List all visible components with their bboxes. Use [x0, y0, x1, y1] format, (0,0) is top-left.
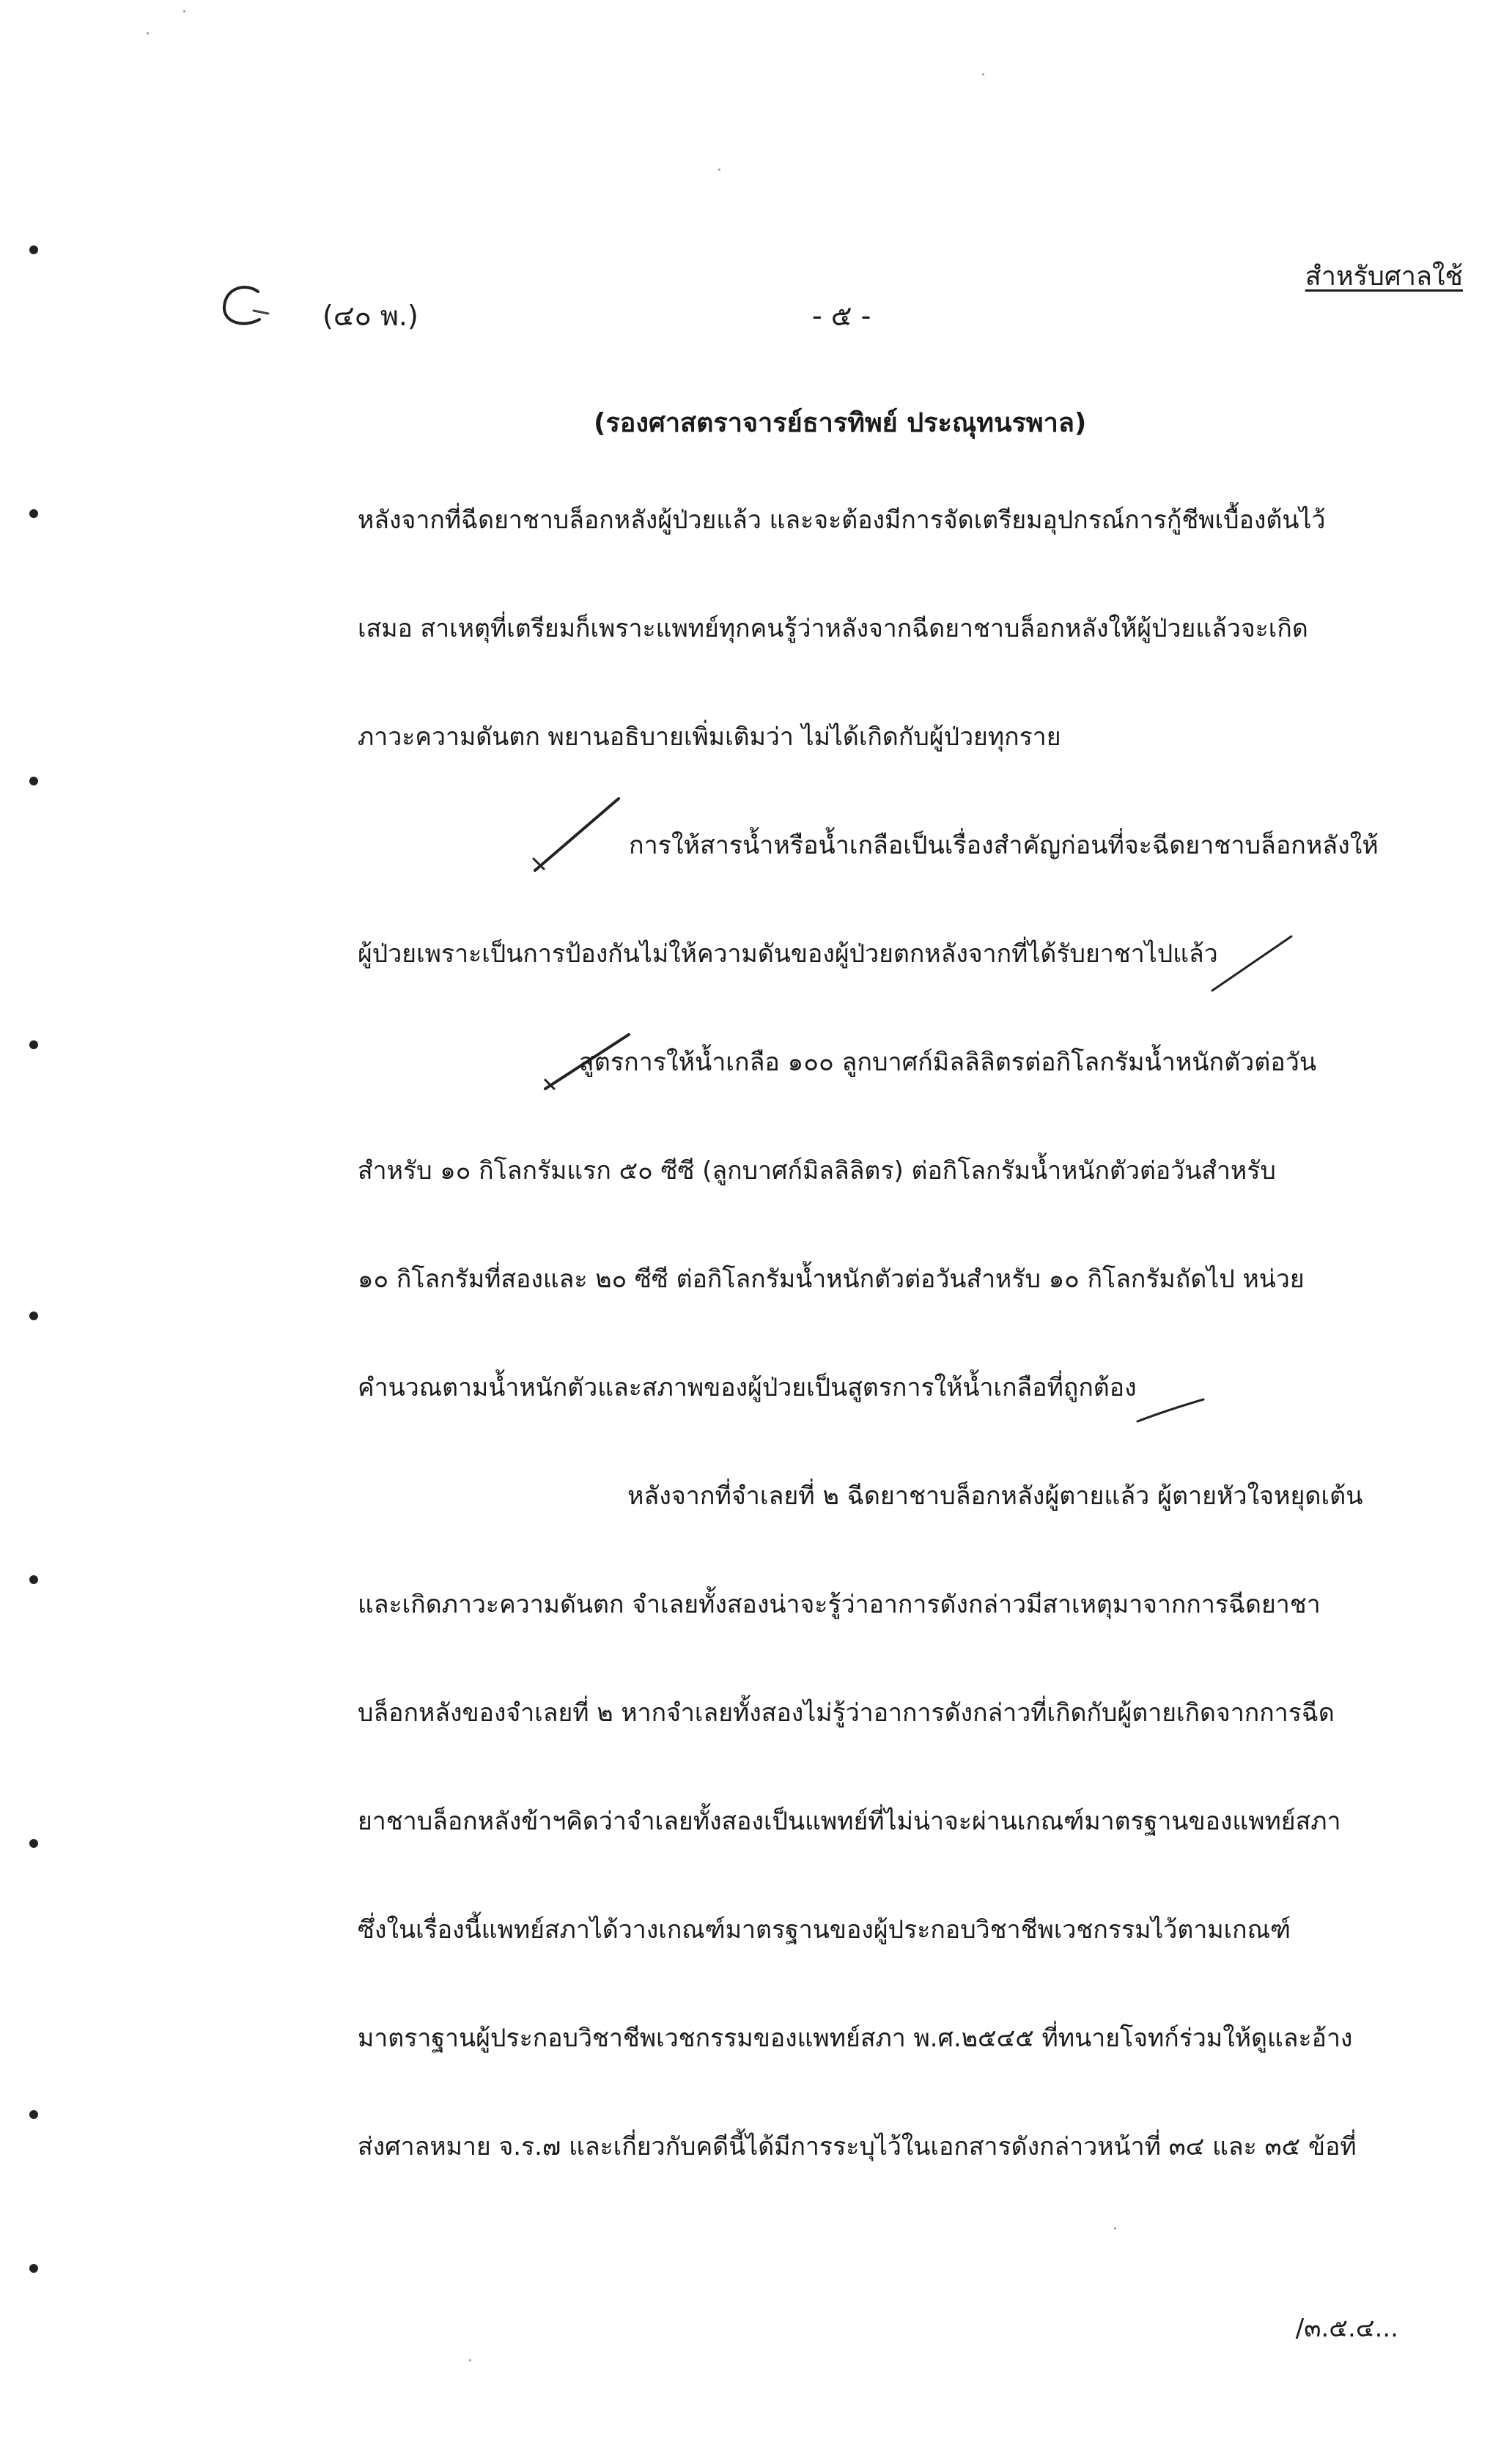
body-line: และเกิดภาวะความดันตก จำเลยทั้งสองน่าจะรู้ว่าอาการดังกล่าวมีสาเหตุมาจากการฉีดยาชา [358, 1590, 1321, 1618]
binder-hole [29, 1040, 38, 1049]
body-line: คำนวณตามน้ำหนักตัวและสภาพของผู้ป่วยเป็นสูตรการให้น้ำเกลือที่ถูกต้อง [358, 1373, 1137, 1402]
court-use-label: สำหรับศาลใช้ [1305, 262, 1463, 292]
body-line: สูตรการให้น้ำเกลือ ๑๐๐ ลูกบาศก์มิลลิลิตรต่อกิโลกรัมน้ำหนักตัวต่อวัน [579, 1048, 1317, 1077]
body-line: ๑๐ กิโลกรัมที่สองและ ๒๐ ซีซี ต่อกิโลกรัมน้ำหนักตัวต่อวันสำหรับ ๑๐ กิโลกรัมถัดไป หน่วย [358, 1265, 1305, 1293]
scan-speck [718, 169, 720, 171]
margin-check-mark [1135, 1385, 1208, 1429]
scan-speck [183, 10, 185, 12]
continuation-reference: /๓.๕.๔... [1295, 2314, 1398, 2343]
binder-hole [29, 1575, 38, 1584]
binder-hole [29, 509, 38, 518]
scan-speck [982, 73, 984, 75]
binder-hole [29, 2110, 38, 2119]
body-line: หลังจากที่ฉีดยาชาบล็อกหลังผู้ป่วยแล้ว และจะต้องมีการจัดเตรียมอุปกรณ์การกู้ชีพเบื้องต้นไว้ [358, 506, 1326, 534]
circle-c-mark [217, 281, 283, 333]
body-line: สำหรับ ๑๐ กิโลกรัมแรก ๕๐ ซีซี (ลูกบาศก์มิลลิลิตร) ต่อกิโลกรัมน้ำหนักตัวต่อวันสำหรับ [358, 1156, 1276, 1185]
witness-name: (รองศาสตราจารย์ธารทิพย์ ประณุทนรพาล) [594, 408, 1087, 438]
scan-speck [1114, 2227, 1116, 2230]
margin-check-mark [1208, 931, 1296, 996]
body-line: การให้สารน้ำหรือน้ำเกลือเป็นเรื่องสำคัญก่อนที่จะฉีดยาชาบล็อกหลังให้ [629, 831, 1379, 860]
page-number: - ๕ - [812, 300, 871, 332]
body-line: ซึ่งในเรื่องนี้แพทย์สภาได้วางเกณฑ์มาตรฐานของผู้ประกอบวิชาชีพเวชกรรมไว้ตามเกณฑ์ [358, 1915, 1291, 1944]
body-line: ภาวะความดันตก พยานอธิบายเพิ่มเติมว่า ไม่ได้เกิดกับผู้ป่วยทุกราย [358, 722, 1061, 751]
body-line: มาตราฐานผู้ประกอบวิชาชีพเวชกรรมของแพทย์สภา พ.ศ.๒๕๔๕ ที่ทนายโจทก์ร่วมให้ดูและอ้าง [358, 2024, 1353, 2052]
binder-hole [29, 1311, 38, 1320]
scan-speck [147, 32, 149, 34]
binder-hole [29, 777, 38, 785]
margin-check-mark [526, 791, 629, 879]
body-line: เสมอ สาเหตุที่เตรียมก็เพราะแพทย์ทุกคนรู้ว่าหลังจากฉีดยาชาบล็อกหลังให้ผู้ป่วยแล้วจะเกิด [358, 614, 1308, 643]
binder-hole [29, 245, 38, 254]
scan-speck [469, 2359, 471, 2361]
body-line: ยาชาบล็อกหลังข้าฯคิดว่าจำเลยทั้งสองเป็นแพทย์ที่ไม่น่าจะผ่านเกณฑ์มาตรฐานของแพทย์สภา [358, 1807, 1341, 1835]
body-line: ส่งศาลหมาย จ.ร.๗ และเกี่ยวกับคดีนี้ได้มีการระบุไว้ในเอกสารดังกล่าวหน้าที่ ๓๔ และ ๓๕ ข้อที่ [358, 2132, 1357, 2161]
body-line: ผู้ป่วยเพราะเป็นการป้องกันไม่ให้ความดันของผู้ป่วยตกหลังจากที่ได้รับยาชาไปแล้ว [358, 939, 1218, 968]
binder-hole [29, 1839, 38, 1848]
body-line: หลังจากที่จำเลยที่ ๒ ฉีดยาชาบล็อกหลังผู้ตายแล้ว ผู้ตายหัวใจหยุดเต้น [627, 1481, 1363, 1511]
binder-hole [29, 2264, 38, 2273]
form-number: (๔๐ พ.) [322, 300, 418, 332]
body-line: บล็อกหลังของจำเลยที่ ๒ หากจำเลยทั้งสองไม่รู้ว่าอาการดังกล่าวที่เกิดกับผู้ตายเกิดจากการฉีด [358, 1698, 1335, 1727]
